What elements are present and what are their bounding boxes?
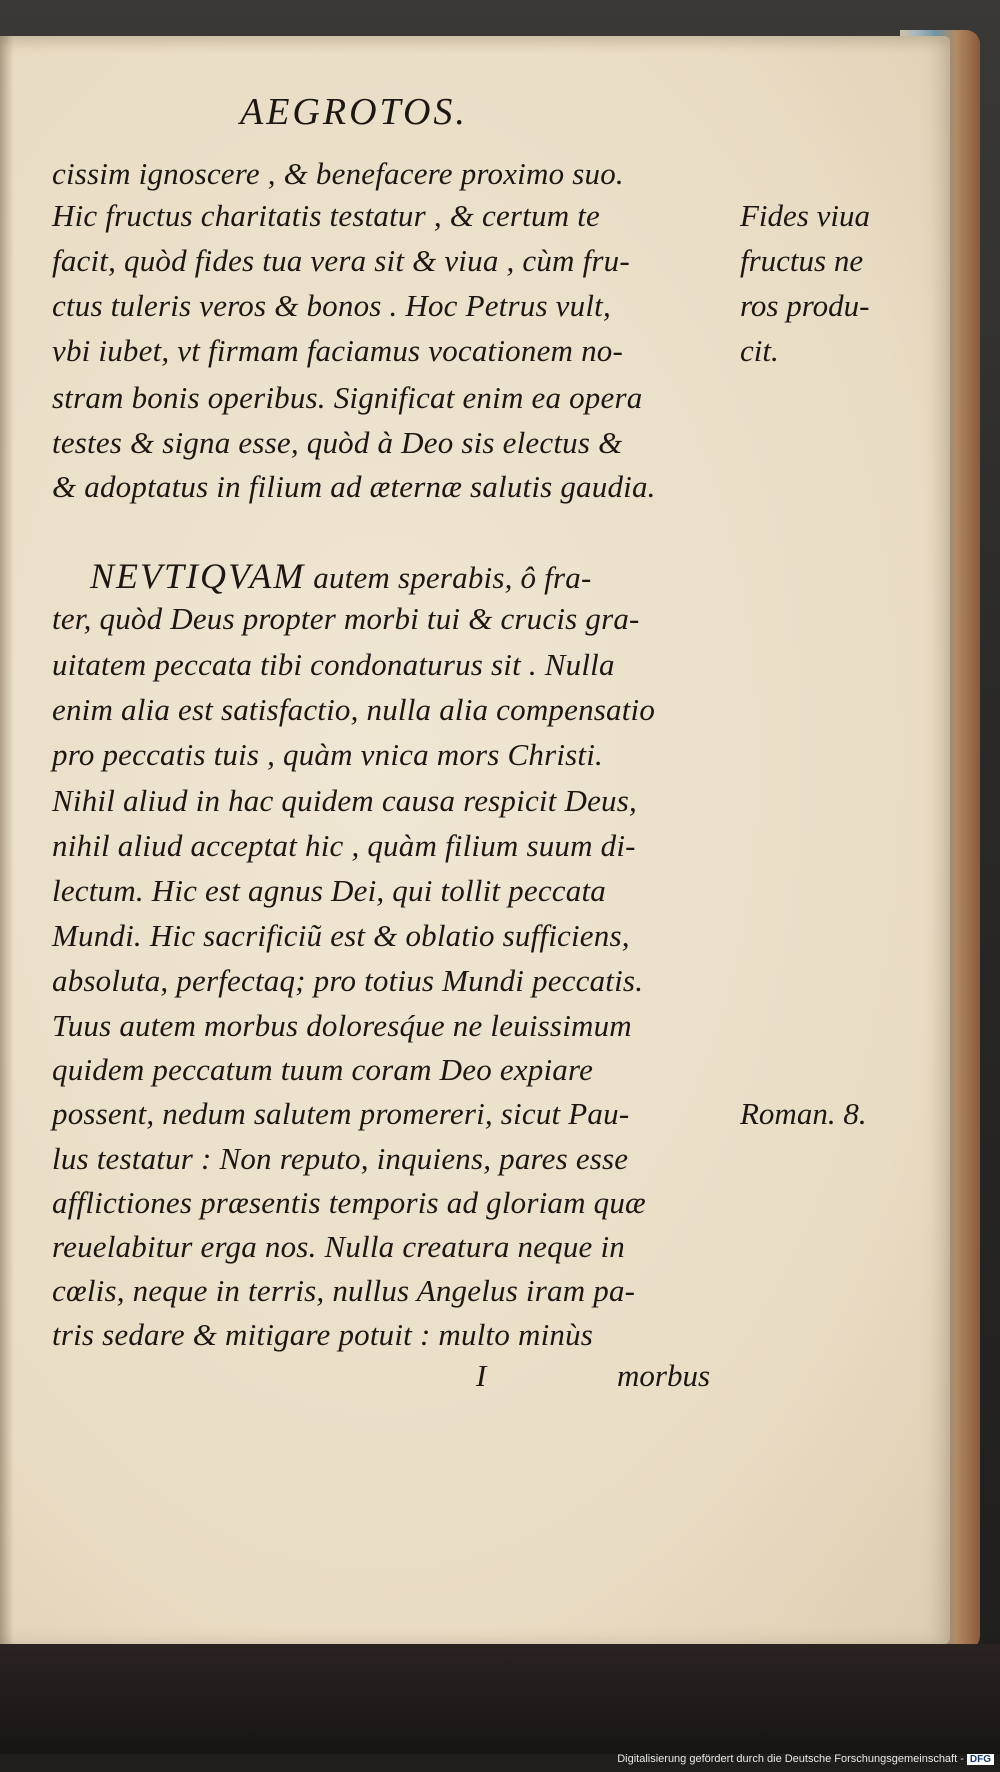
- initial-caps-word: NEVTIQVAM: [90, 556, 306, 596]
- digitization-credit: [617, 1753, 994, 1765]
- marginal-note-line: fructus ne: [740, 243, 864, 278]
- signature-mark: I: [476, 1358, 487, 1393]
- running-head: AEGROTOS.: [240, 91, 468, 133]
- scan-bottom-band: [0, 1644, 1000, 1754]
- text-line: Nihil aliud in hac quidem causa respicit Deus,: [52, 783, 637, 818]
- text-line: quidem peccatum tuum coram Deo expiare: [52, 1052, 594, 1087]
- marginal-note-line: cit.: [740, 333, 779, 368]
- text-line: absoluta, perfectaq; pro totius Mundi peccatis.: [52, 963, 644, 998]
- text-line: Mundi. Hic sacrificiũ est & oblatio sufficiens,: [52, 918, 630, 953]
- text-line: pro peccatis tuis , quàm vnica mors Christi.: [52, 737, 603, 772]
- text-line: uitatem peccata tibi condonaturus sit . Nulla: [52, 647, 615, 682]
- text-line: nihil aliud acceptat hic , quàm filium suum di-: [52, 828, 636, 863]
- credit-text: Digitalisierung gefördert durch die Deutsche Forschungsgemeinschaft -: [617, 1753, 964, 1765]
- page-gutter-shade: [0, 36, 14, 1644]
- text-line: ter, quòd Deus propter morbi tui & crucis gra-: [52, 601, 640, 636]
- text-line: vbi iubet, vt firmam faciamus vocationem no-: [52, 333, 623, 368]
- text-line: afflictiones præsentis temporis ad gloriam quæ: [52, 1185, 646, 1220]
- text-line: cissim ignoscere , & benefacere proximo suo.: [52, 156, 624, 191]
- catchword: morbus: [617, 1358, 711, 1393]
- text-line: facit, quòd fides tua vera sit & viua , cùm fru-: [52, 243, 630, 278]
- text-line: & adoptatus in filium ad æternæ salutis gaudia.: [52, 469, 656, 504]
- marginal-note-line: Fides viua: [740, 198, 870, 233]
- marginal-note-2: Roman. 8.: [740, 1096, 867, 1131]
- text-line-initial: [90, 555, 591, 597]
- dfg-logo: DFG: [967, 1754, 994, 1765]
- text-line: enim alia est satisfactio, nulla alia compensatio: [52, 692, 656, 727]
- text-line: lus testatur : Non reputo, inquiens, pares esse: [52, 1141, 629, 1176]
- text-line: lectum. Hic est agnus Dei, qui tollit peccata: [52, 873, 606, 908]
- text-line: reuelabitur erga nos. Nulla creatura neque in: [52, 1229, 625, 1264]
- text-line: stram bonis operibus. Significat enim ea opera: [52, 380, 643, 415]
- text-line: cœlis, neque in terris, nullus Angelus iram pa-: [52, 1273, 636, 1308]
- marginal-note-line: ros produ-: [740, 288, 870, 323]
- text-line: testes & signa esse, quòd à Deo sis electus &: [52, 425, 623, 460]
- text-line: Tuus autem morbus doloresq́ue ne leuissimum: [52, 1008, 632, 1043]
- text-line: ctus tuleris veros & bonos . Hoc Petrus vult,: [52, 288, 611, 323]
- text-line: possent, nedum salutem promereri, sicut Pau-: [52, 1096, 630, 1131]
- text-line: tris sedare & mitigare potuit : multo minùs: [52, 1317, 594, 1352]
- text-line: Hic fructus charitatis testatur , & certum te: [52, 198, 601, 233]
- initial-line-rest: autem sperabis, ô fra-: [305, 560, 592, 595]
